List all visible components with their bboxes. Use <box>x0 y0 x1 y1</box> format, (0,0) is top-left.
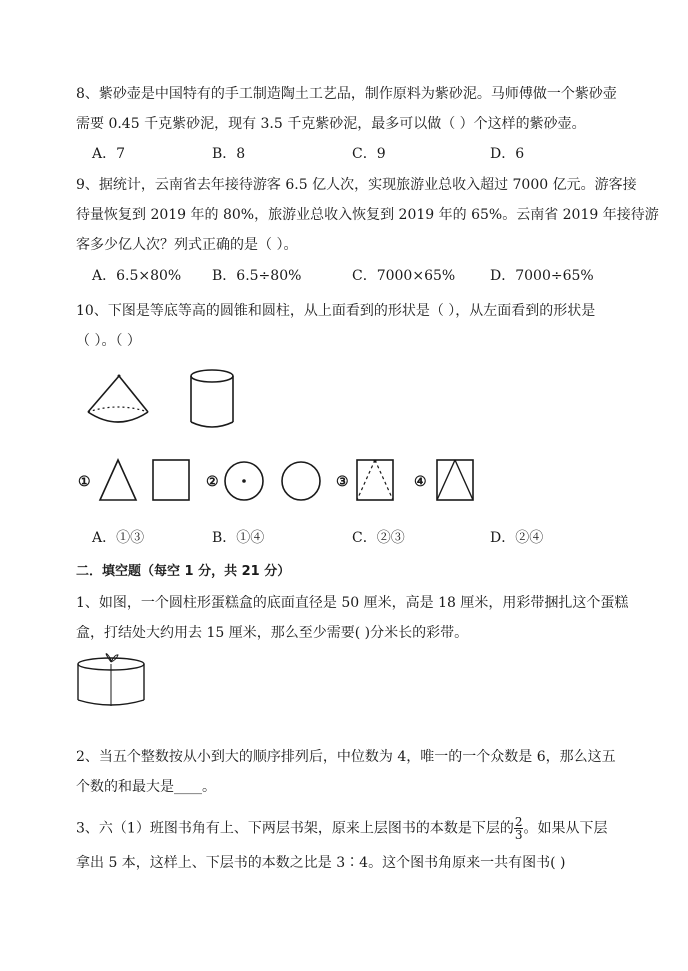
q10-line-1: 10、下图是等底等高的圆锥和圆柱，从上面看到的形状是（ ），从左面看到的形状是 <box>76 303 596 319</box>
q9-option-c: C．7000×65% <box>352 268 456 284</box>
q10-option-a: A．①③ <box>92 530 145 546</box>
cylinder-figure <box>190 368 238 432</box>
q8-option-d: D．6 <box>490 146 525 162</box>
q10-line-2: （ ）。（ ） <box>76 333 141 349</box>
q8-option-c: C．9 <box>352 146 386 162</box>
view-4-square-triangle <box>436 458 476 502</box>
f3-line-2: 拿出 5 本，这样上、下层书的本数之比是 3∶4。这个图书角原来一共有图书( ) <box>76 855 566 871</box>
view-marker-1: ① <box>78 474 91 490</box>
section-2-title: 二．填空题（每空 1 分，共 21 分） <box>76 564 291 579</box>
view-2-circle <box>280 460 322 502</box>
f3-line-1-start: 3、六（1）班图书角有上、下两层书架，原来上层图书的本数是下层的 <box>76 820 514 837</box>
cake-box-figure <box>76 652 148 710</box>
view-3-square-dashed-triangle <box>356 458 396 502</box>
q9-option-b: B．6.5÷80% <box>212 268 302 284</box>
q9-option-d: D．7000÷65% <box>490 268 594 284</box>
q9-line-3: 客多少亿人次？列式正确的是（ ）。 <box>76 237 298 253</box>
q8-line-2: 需要 0.45 千克紫砂泥，现有 3.5 千克紫砂泥，最多可以做（ ）个这样的紫砂壶。 <box>76 116 586 132</box>
view-marker-4: ④ <box>414 474 427 490</box>
q8-line-1: 8、紫砂壶是中国特有的手工制造陶土工艺品，制作原料为紫砂泥。马师傅做一个紫砂壶 <box>76 86 617 102</box>
q8-option-b: B．8 <box>212 146 246 162</box>
q10-option-d: D．②④ <box>490 530 544 546</box>
f1-line-2: 盒，打结处大约用去 15 厘米，那么至少需要( )分米长的彩带。 <box>76 625 469 641</box>
fraction-numerator: 2 <box>514 815 523 829</box>
q10-option-b: B．①④ <box>212 530 265 546</box>
q9-option-a: A．6.5×80% <box>92 268 182 284</box>
f2-line-2: 个数的和最大是____。 <box>76 779 216 795</box>
q9-line-2: 待量恢复到 2019 年的 80%，旅游业总收入恢复到 2019 年的 65%。云南省 2019 年接待游 <box>76 207 659 223</box>
q8-option-a: A．7 <box>92 146 126 162</box>
view-1-square <box>152 458 192 502</box>
f1-line-1: 1、如图，一个圆柱形蛋糕盒的底面直径是 50 厘米，高是 18 厘米，用彩带捆扎这个蛋糕 <box>76 595 629 611</box>
view-1-triangle <box>98 458 138 502</box>
fraction-denominator: 3 <box>514 828 523 842</box>
view-marker-2: ② <box>206 474 219 490</box>
view-marker-3: ③ <box>336 474 349 490</box>
q10-option-c: C．②③ <box>352 530 405 546</box>
f3-line-1-end: 。如果从下层 <box>523 820 608 837</box>
f2-line-1: 2、当五个整数按从小到大的顺序排列后，中位数为 4，唯一的一个众数是 6，那么这五 <box>76 749 616 765</box>
q9-line-1: 9、据统计，云南省去年接待游客 6.5 亿人次，实现旅游业总收入超过 7000 亿元。游客接 <box>76 177 637 193</box>
view-2-circle-with-center <box>224 460 266 502</box>
f3-line-1 <box>76 816 607 841</box>
cone-figure <box>86 374 150 428</box>
